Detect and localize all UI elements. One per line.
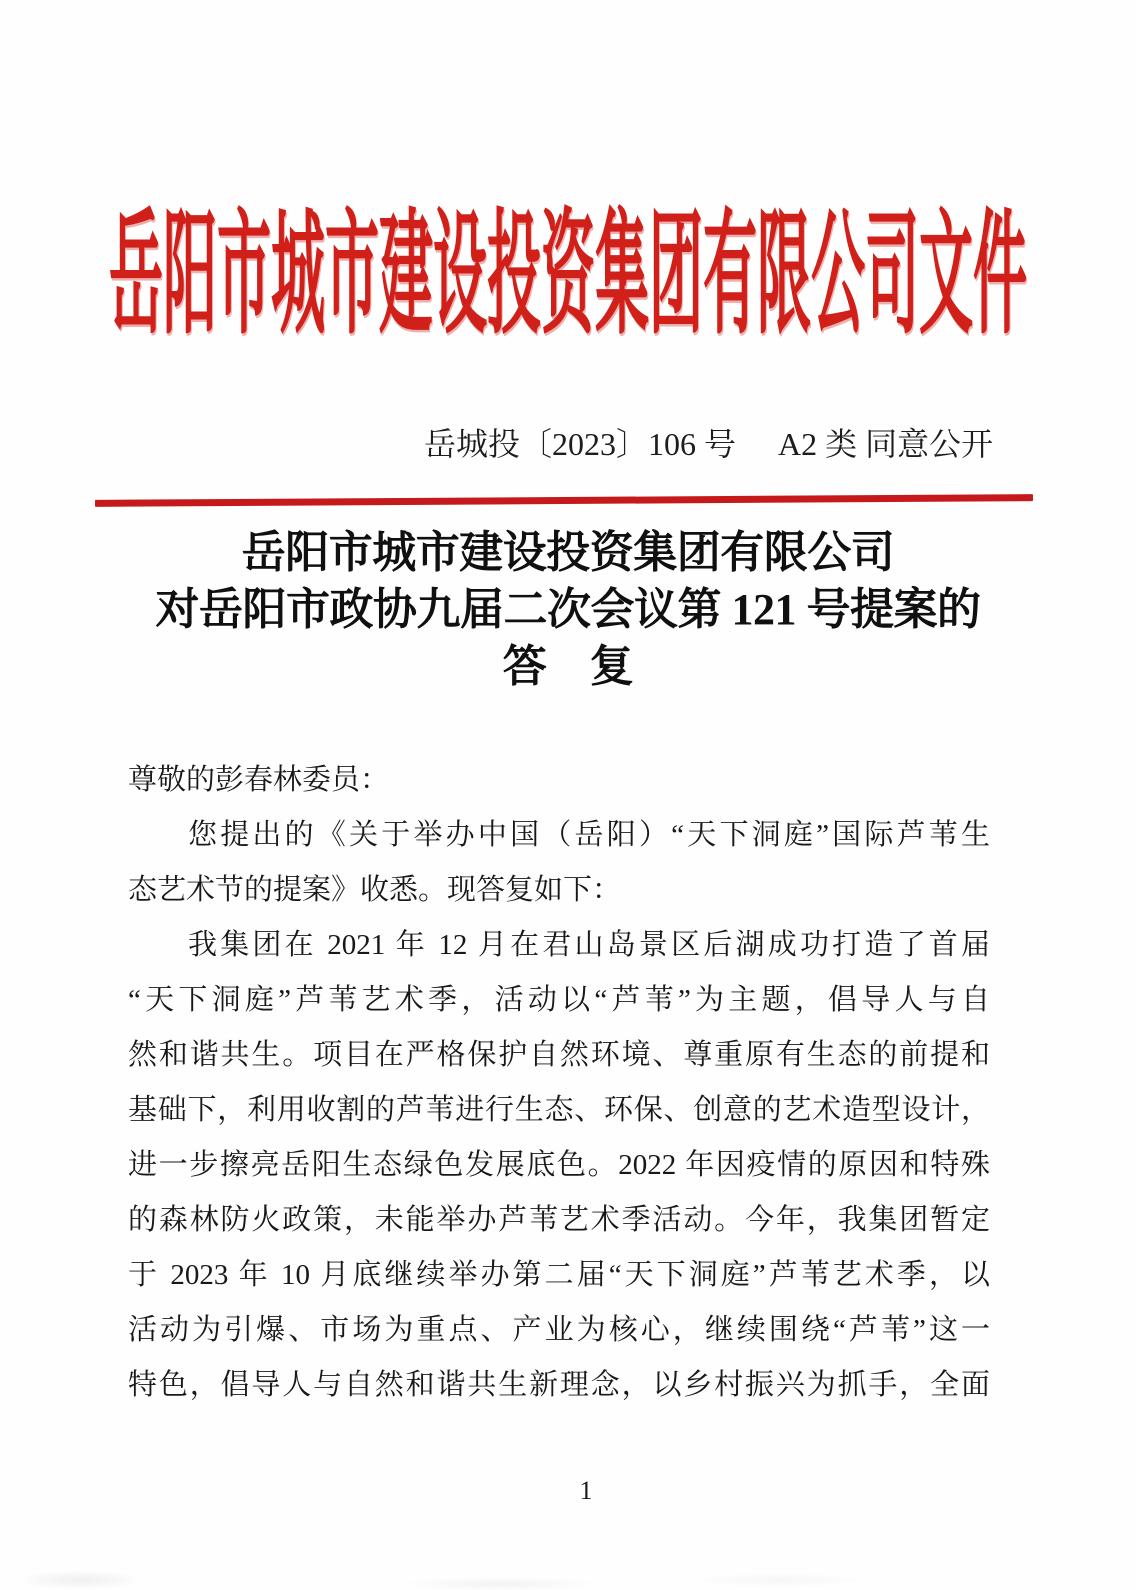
- red-divider-line: [95, 494, 1033, 507]
- document-number: 岳城投〔2023〕106 号: [424, 426, 737, 462]
- body-line: 于 2023 年 10 月底继续举办第二届“天下洞庭”芦苇艺术季，以: [128, 1259, 990, 1291]
- body-line: 然和谐共生。项目在严格保护自然环境、尊重原有生态的前提和: [128, 1039, 990, 1071]
- body-line: 进一步擦亮岳阳生态绿色发展底色。2022 年因疫情的原因和特殊: [128, 1149, 990, 1181]
- classification-label: A2 类 同意公开: [778, 426, 994, 462]
- page-number: 1: [579, 1476, 593, 1505]
- salutation-line: 尊敬的彭春林委员：: [128, 764, 390, 796]
- document-title-line-1: 岳阳市城市建设投资集团有限公司: [241, 528, 895, 577]
- letterhead-title: 岳阳市城市建设投资集团有限公司文件: [109, 200, 1027, 351]
- body-line: 特色，倡导人与自然和谐共生新理念，以乡村振兴为抓手，全面: [128, 1369, 990, 1401]
- document-title: [0, 524, 1136, 695]
- body-line: 基础下，利用收割的芦苇进行生态、环保、创意的艺术造型设计，: [128, 1094, 990, 1126]
- letterhead: [0, 188, 1136, 351]
- body-line: 我集团在 2021 年 12 月在君山岛景区后湖成功打造了首届: [188, 929, 990, 961]
- document-title-line-2: 对岳阳市政协九届二次会议第 121 号提案的: [155, 585, 981, 634]
- document-meta-row: [424, 419, 993, 465]
- document-body: [128, 753, 990, 1413]
- body-line: 态艺术节的提案》收悉。现答复如下：: [128, 874, 622, 906]
- body-line: 的森林防火政策，未能举办芦苇艺术季活动。今年，我集团暂定: [128, 1204, 990, 1236]
- body-line: 您提出的《关于举办中国（岳阳）“天下洞庭”国际芦苇生: [188, 819, 990, 851]
- scan-noise: [0, 1550, 1136, 1590]
- document-title-line-3: 答 复: [502, 642, 634, 691]
- body-line: 活动为引爆、市场为重点、产业为核心，继续围绕“芦苇”这一: [128, 1314, 990, 1346]
- body-line: “天下洞庭”芦苇艺术季，活动以“芦苇”为主题，倡导人与自: [128, 984, 990, 1016]
